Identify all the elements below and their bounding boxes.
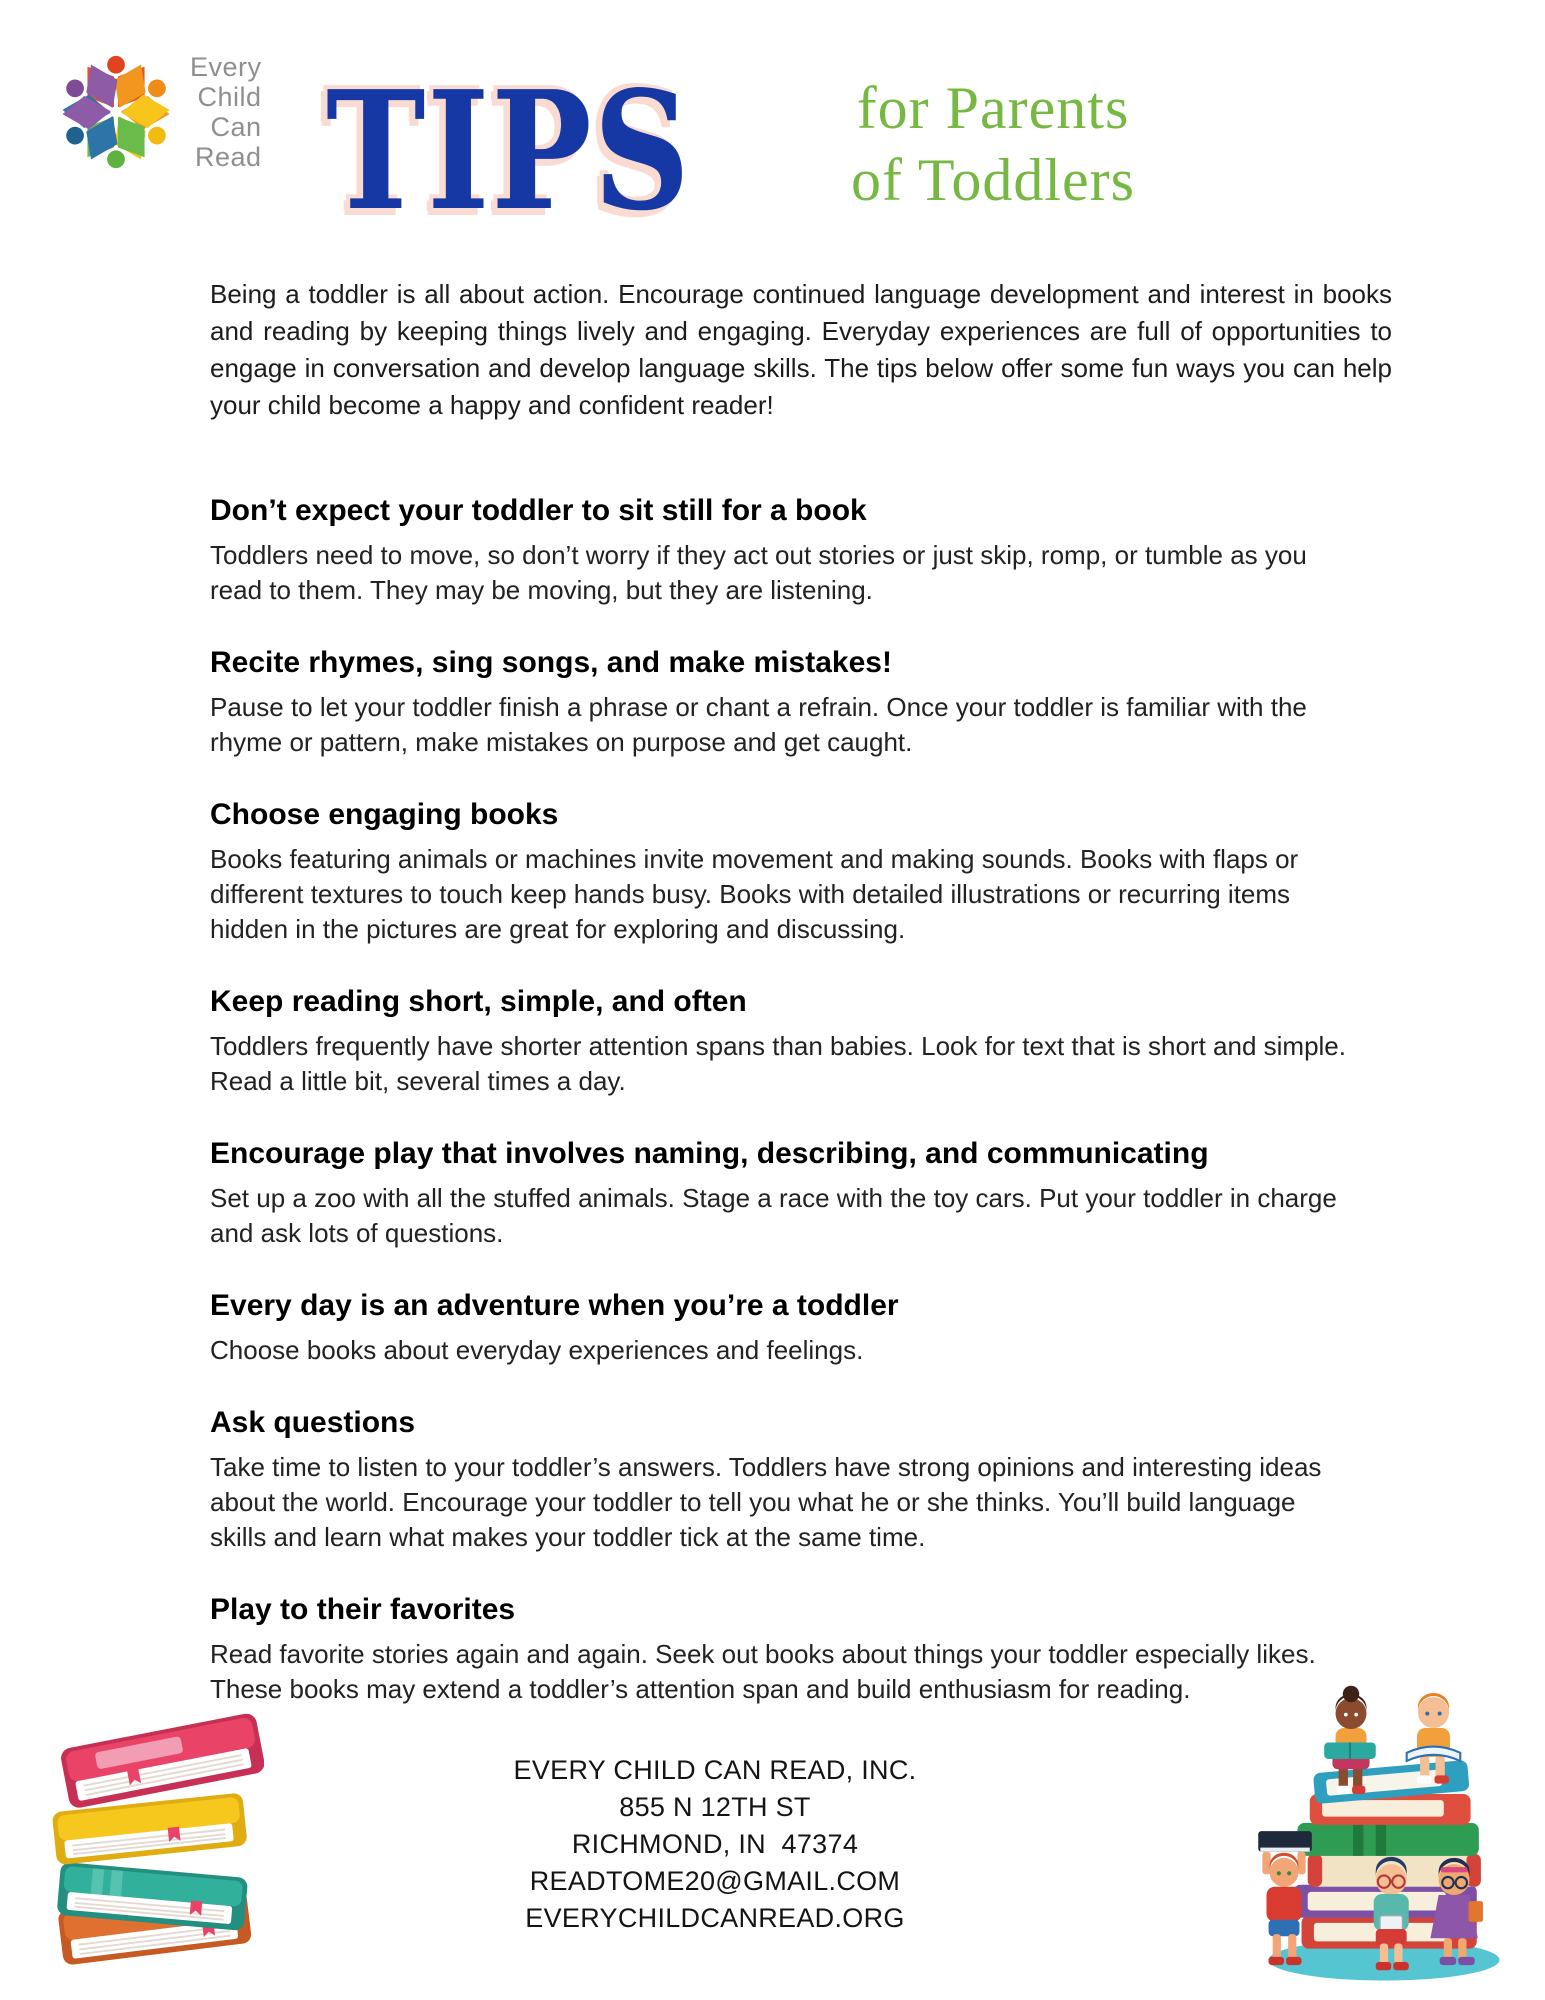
subtitle-line-1: for Parents: [856, 75, 1130, 141]
tip-heading: Encourage play that involves naming, describing, and communicating: [210, 1137, 1209, 1170]
tip-section-6: [210, 1287, 1350, 1368]
tip-section-2: [210, 644, 1350, 760]
logo-word: Read: [194, 142, 262, 172]
tip-section-8: [210, 1591, 1350, 1707]
tip-section-7: [210, 1404, 1350, 1555]
footer-org-name: EVERY CHILD CAN READ, INC.: [513, 1755, 917, 1785]
logo-word: Can: [210, 112, 262, 142]
tip-section-4: [210, 983, 1350, 1099]
footer-street: 855 N 12TH ST: [619, 1792, 811, 1822]
tip-body: Toddlers need to move, so don’t worry if they act out stories or just skip, romp, or tumble as you read to them. They may be moving, but they are listening.: [210, 540, 1307, 605]
tip-body: Read favorite stories again and again. Seek out books about things your toddler especially likes. These books may extend a toddler’s attention span and build enthusiasm for reading.: [210, 1639, 1316, 1704]
tip-body: Choose books about everyday experiences and feelings.: [210, 1335, 864, 1365]
book-stack-illustration-icon: [46, 1690, 264, 1988]
circle-of-readers-logo-icon: [52, 48, 180, 176]
tips-list: [210, 492, 1350, 1743]
tip-heading: Recite rhymes, sing songs, and make mistakes!: [210, 646, 892, 679]
footer-contact-block: [415, 1752, 1015, 1937]
tip-section-1: [210, 492, 1350, 608]
tip-heading: Don’t expect your toddler to sit still for a book: [210, 494, 867, 527]
tip-section-5: [210, 1135, 1350, 1251]
logo: [52, 48, 262, 176]
tip-heading: Every day is an adventure when you’re a toddler: [210, 1289, 899, 1322]
kids-reading-on-books-illustration-icon: [1250, 1668, 1518, 1988]
tip-body: Books featuring animals or machines invite movement and making sounds. Books with flaps or different textures to touch keep hands busy. Books with detailed illustrations or recurring items hidden in the pictures are great for exploring and discussing.: [210, 844, 1299, 944]
tip-heading: Ask questions: [210, 1406, 416, 1439]
intro-paragraph: Being a toddler is all about action. Encourage continued language development and interest in books and reading by keeping things lively and engaging. Everyday experiences are full of opportunities to engage in conversation and develop language skills. The tips below offer some fun ways you can help your child become a happy and confident reader!: [210, 279, 1392, 420]
tip-body: Set up a zoo with all the stuffed animals. Stage a race with the toy cars. Put your toddler in charge and ask lots of questions.: [210, 1183, 1337, 1248]
tip-section-3: [210, 796, 1350, 947]
logo-wordmark: [190, 52, 262, 172]
tip-heading: Keep reading short, simple, and often: [210, 985, 747, 1018]
tip-heading: Play to their favorites: [210, 1593, 516, 1626]
page-title: TIPS: [326, 56, 692, 247]
subtitle-line-2: of Toddlers: [851, 147, 1135, 213]
logo-word: Every: [190, 52, 262, 82]
tip-heading: Choose engaging books: [210, 798, 559, 831]
page-subtitle: [788, 72, 1198, 216]
tip-body: Toddlers frequently have shorter attention spans than babies. Look for text that is short and simple. Read a little bit, several times a day.: [210, 1031, 1346, 1096]
tip-body: Pause to let your toddler finish a phrase or chant a refrain. Once your toddler is familiar with the rhyme or pattern, make mistakes on purpose and get caught.: [210, 692, 1307, 757]
tip-body: Take time to listen to your toddler’s answers. Toddlers have strong opinions and interesting ideas about the world. Encourage your toddler to tell you what he or she thinks. You’ll build language skills and learn what makes your toddler tick at the same time.: [210, 1452, 1322, 1552]
footer-email: READTOME20@GMAIL.COM: [529, 1866, 901, 1896]
footer-website: EVERYCHILDCANREAD.ORG: [525, 1903, 905, 1933]
logo-word: Child: [197, 82, 262, 112]
footer-city-state-zip: RICHMOND, IN 47374: [571, 1829, 859, 1859]
